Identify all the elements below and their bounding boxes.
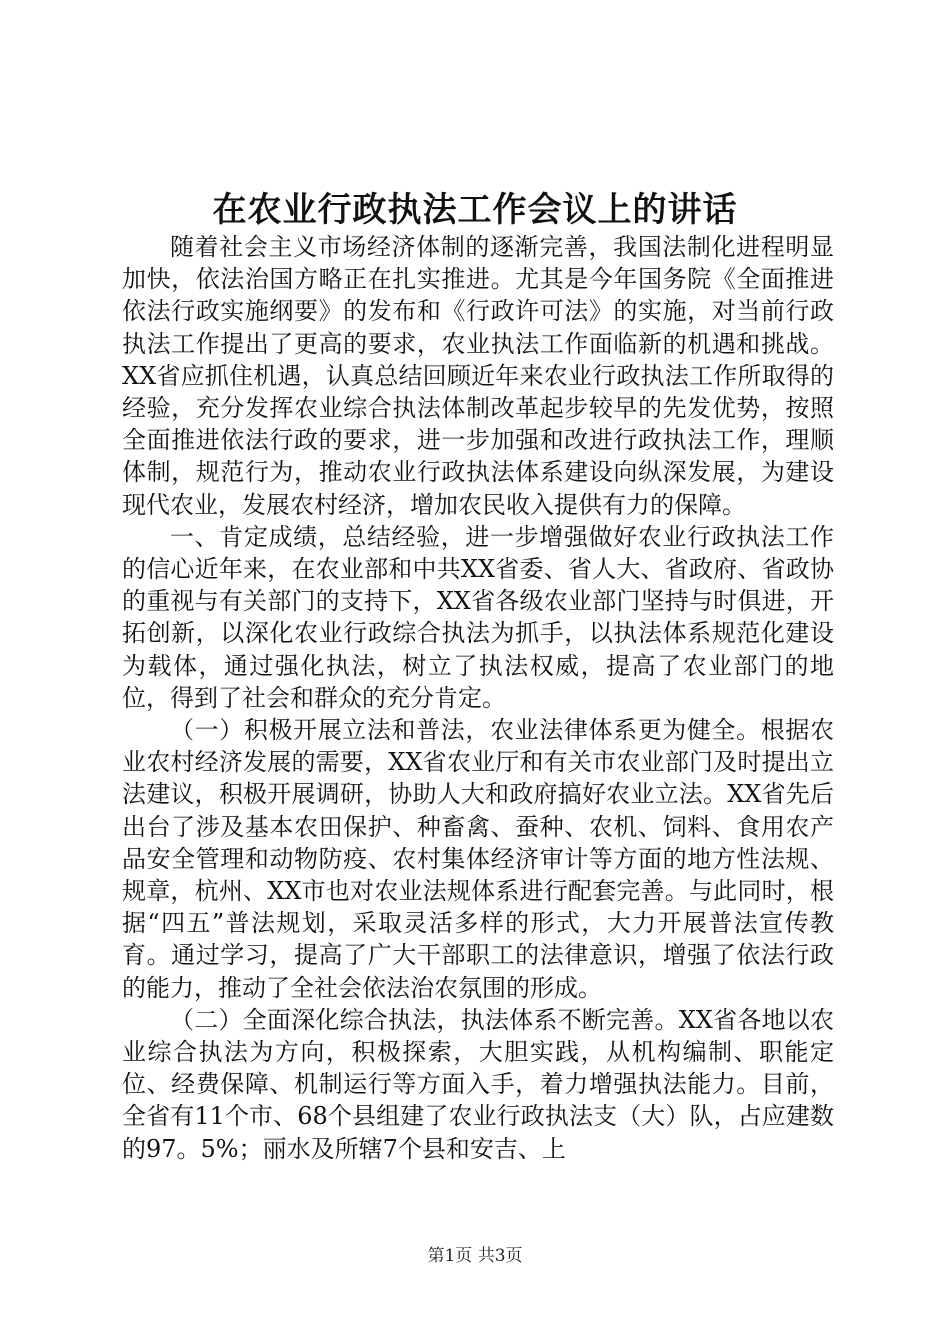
document-title: 在农业行政执法工作会议上的讲话	[212, 190, 738, 230]
paragraph-section-1-2: （二）全面深化综合执法，执法体系不断完善。XX省各地以农业综合执法为方向，积极探索，大胆实践，从机构编制、职能定位、经费保障、机制运行等方面入手，着力增强执法能力。目前，全省有11个市、68个县组建了农业行政执法支（大）队，占应建数的97。5%；丽水及所辖7个县和安吉、上	[122, 1005, 834, 1163]
paragraph-section-1: 一、肯定成绩，总结经验，进一步增强做好农业行政执法工作的信心近年来，在农业部和中共XX省委、省人大、省政府、省政协的重视与有关部门的支持下，XX省各级农业部门坚持与时俱进，开拓创新，以深化农业行政综合执法为抓手，以执法体系规范化建设为载体，通过强化执法，树立了执法权威，提高了农业部门的地位，得到了社会和群众的充分肯定。	[122, 522, 834, 712]
paragraph-intro: 随着社会主义市场经济体制的逐渐完善，我国法制化进程明显加快，依法治国方略正在扎实推进。尤其是今年国务院《全面推进依法行政实施纲要》的发布和《行政许可法》的实施，对当前行政执法工作提出了更高的要求，农业执法工作面临新的机遇和挑战。XX省应抓住机遇，认真总结回顾近年来农业行政执法工作所取得的经验，充分发挥农业综合执法体制改革起步较早的先发优势，按照全面推进依法行政的要求，进一步加强和改进行政执法工作，理顺体制，规范行为，推动农业行政执法体系建设向纵深发展，为建设现代农业，发展农村经济，增加农民收入提供有力的保障。	[122, 233, 834, 519]
page-number-footer: 第1页 共3页	[427, 1246, 523, 1266]
document-body	[122, 231, 834, 1165]
paragraph-section-1-1: （一）积极开展立法和普法，农业法律体系更为健全。根据农业农村经济发展的需要，XX省农业厅和有关市农业部门及时提出立法建议，积极开展调研，协助人大和政府搞好农业立法。XX省先后出台了涉及基本农田保护、种畜禽、蚕种、农机、饲料、食用农产品安全管理和动物防疫、农村集体经济审计等方面的地方性法规、规章，杭州、XX市也对农业法规体系进行配套完善。与此同时，根据“四五”普法规划，采取灵活多样的形式，大力开展普法宣传教育。通过学习，提高了广大干部职工的法律意识，增强了依法行政的能力，推动了全社会依法治农氛围的形成。	[122, 716, 834, 1002]
